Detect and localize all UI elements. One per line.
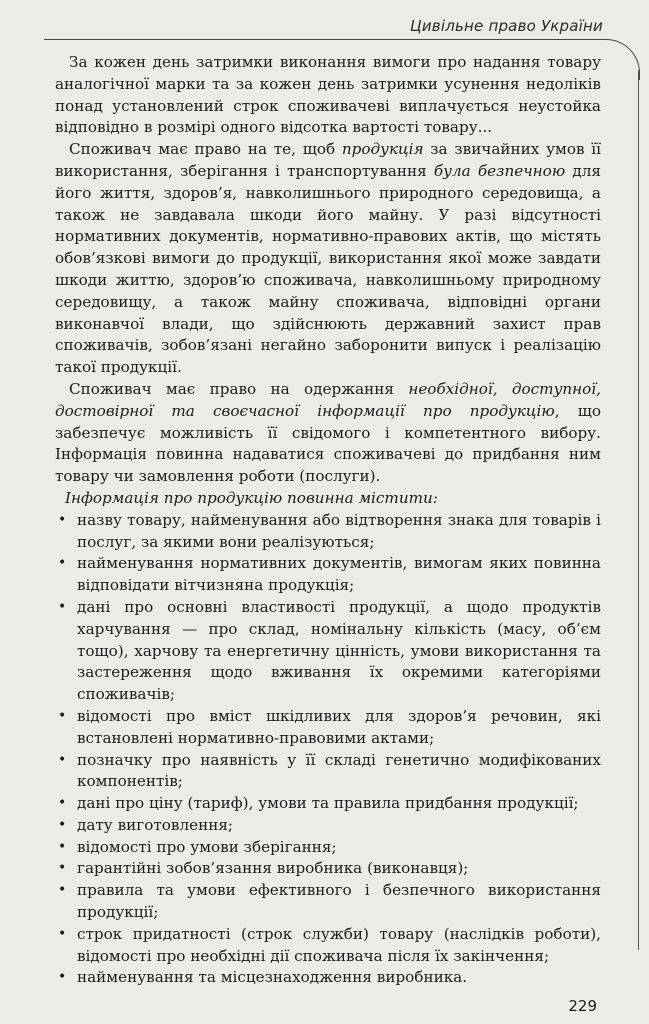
text-run: для його життя, здоров’я, навколишнього природного середовища, а також не завдавала шкоди його майну. У разі відсутності нормативних документів, нормативно-правових актів, що містять обов’язкові вимоги до продукції, використання якої може завдати шкоди життю, здоров’ю споживача, навколишньому природному середовищу, а також майну споживача, відповідні органи виконавчої влади, що здійснюють державний захист прав споживачів, зобов’язані негайно заборонити випуск і реалізацію такої продукції. <box>55 161 601 377</box>
list-item-text: назву товару, найменування або відтворення знака для товарів і послуг, за якими вони реалізуються; <box>77 510 601 551</box>
running-head-title: Цивільне право України <box>410 17 603 35</box>
list-item <box>55 924 601 968</box>
list-item <box>55 793 601 815</box>
list-item <box>55 815 601 837</box>
bullet-icon: • <box>58 882 67 899</box>
header-rule <box>44 39 600 40</box>
bullet-icon: • <box>58 838 67 855</box>
list-item-text: позначку про наявність у її складі генетично модифікованих компонентів; <box>77 750 601 791</box>
bullet-icon: • <box>58 969 67 986</box>
italic-term: була безпечною <box>433 161 566 180</box>
list-item-text: найменування та місцезнаходження виробника. <box>77 968 468 987</box>
page-header <box>0 0 649 44</box>
bullet-icon: • <box>58 925 67 942</box>
list-intro: Інформація про продукцію повинна містити: <box>65 488 438 507</box>
list-item-text: правила та умови ефективного і безпечного використання продукції; <box>77 881 601 922</box>
paragraph <box>55 52 601 139</box>
header-corner-ornament <box>599 39 640 80</box>
text-run: За кожен день затримки виконання вимоги про надання товару аналогічної марки та за кожен день затримки усунення недоліків понад установлений строк споживачеві виплачується неустойка відповідно в розмірі одного відсотка вартості товару... <box>55 53 601 137</box>
page-edge-line <box>638 70 639 950</box>
text-run: , що забезпечує можливість її свідомого і компетентного вибору. Інформація повинна надаватися споживачеві до придбання ним товару чи замовлення роботи (послуги). <box>55 401 602 486</box>
bullet-icon: • <box>58 555 67 572</box>
page-body <box>55 52 601 989</box>
paragraph <box>55 139 601 379</box>
bullet-icon: • <box>58 795 67 812</box>
list-item-text: дані про основні властивості продукції, а щодо продуктів харчування — про склад, номінальну кількість (масу, об’єм тощо), харчову та енергетичну цінність, умови використання та застереження щодо вживання їх окремими категоріями споживачів; <box>77 597 601 704</box>
bullet-icon: • <box>58 598 67 615</box>
list-item <box>55 880 601 924</box>
list-item <box>55 837 601 859</box>
list-item-text: строк придатності (строк служби) товару (наслідків роботи), відомості про необхідні дії споживача після їх закінчення; <box>77 924 601 965</box>
text-run: за звичайних умов її використання, зберігання і транспортування <box>55 140 601 180</box>
paragraph <box>55 379 601 488</box>
list-item-text: найменування нормативних документів, вимогам яких повинна відповідати вітчизняна продукція; <box>77 554 601 595</box>
list-item <box>55 750 601 794</box>
information-list <box>55 510 601 990</box>
italic-term: необхідної, доступної, достовірної та своєчасної інформації про продукцію <box>55 379 601 420</box>
bullet-icon: • <box>58 511 67 528</box>
list-item-text: гарантійні зобов’язання виробника (виконавця); <box>77 859 469 878</box>
bullet-icon: • <box>58 707 67 724</box>
list-item-text: дату виготовлення; <box>77 815 234 834</box>
text-run: Споживач має право на одержання <box>69 379 409 398</box>
page-number: 229 <box>568 997 597 1015</box>
list-item <box>55 597 601 706</box>
list-item <box>55 553 601 597</box>
bullet-icon: • <box>58 751 67 768</box>
body-paragraphs <box>55 52 601 488</box>
list-item <box>55 858 601 880</box>
bullet-icon: • <box>58 860 67 877</box>
list-item-text: відомості про вміст шкідливих для здоров’я речовин, які встановлені нормативно-правовими актами; <box>77 706 601 747</box>
list-item <box>55 706 601 750</box>
list-item <box>55 510 601 554</box>
list-item <box>55 967 601 989</box>
list-item-text: відомості про умови зберігання; <box>77 837 337 856</box>
bullet-icon: • <box>58 816 67 833</box>
text-run: Споживач має право на те, щоб <box>69 140 342 159</box>
italic-term: продукція <box>341 140 424 159</box>
list-item-text: дані про ціну (тариф), умови та правила придбання продукції; <box>77 794 579 813</box>
